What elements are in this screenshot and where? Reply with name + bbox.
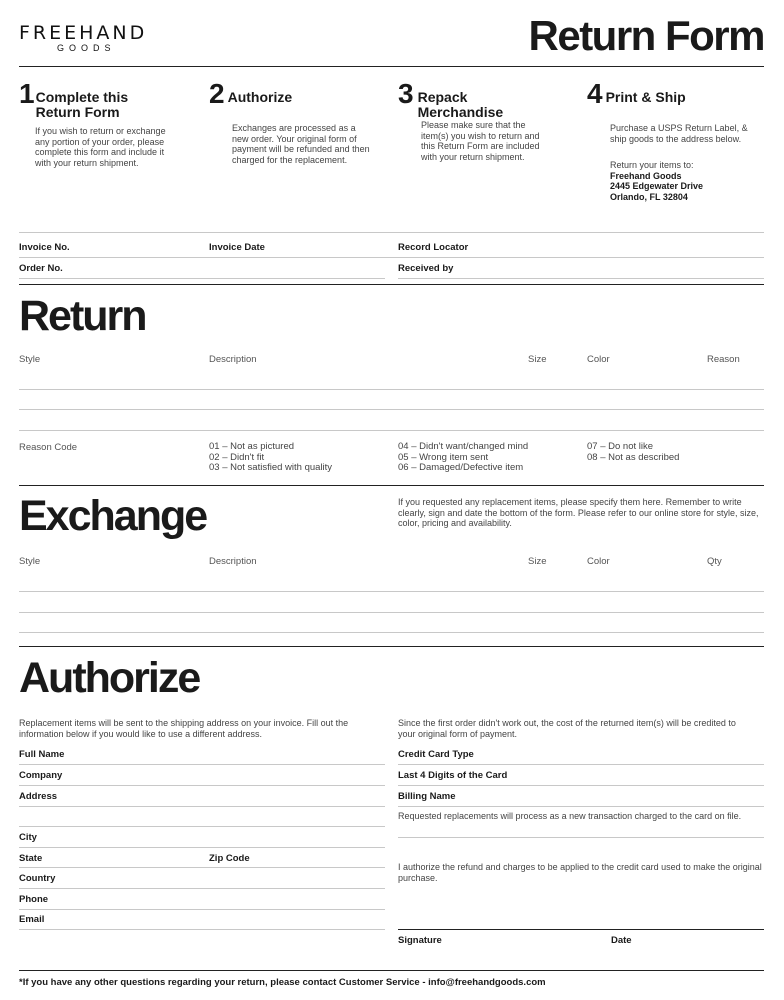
order-mid-line xyxy=(19,257,764,258)
field-line xyxy=(19,888,385,889)
field-line xyxy=(398,785,764,786)
reason-code: 01 – Not as pictured xyxy=(209,441,295,452)
country-field[interactable]: Country xyxy=(19,873,56,884)
field-line xyxy=(398,806,764,807)
brand-logo-name: FREEHAND xyxy=(19,22,148,44)
exchange-section-divider xyxy=(19,485,764,486)
exchange-col-description: Description xyxy=(209,556,257,567)
reason-code: 05 – Wrong item sent xyxy=(398,451,489,463)
step-number: 3 xyxy=(398,78,413,109)
return-col-reason: Reason xyxy=(707,354,740,365)
signature-label: Signature xyxy=(398,935,442,946)
brand-logo-sub: GOODS xyxy=(57,43,116,53)
order-bottom-line-left xyxy=(19,278,385,279)
step-title: Authorize xyxy=(227,89,293,105)
order-bottom-line-right xyxy=(398,278,764,279)
credit-card-type-field[interactable]: Credit Card Type xyxy=(398,749,474,760)
reason-codes-col-2 xyxy=(398,442,528,474)
return-address-city: Orlando, FL 32804 xyxy=(610,191,688,202)
city-field[interactable]: City xyxy=(19,832,37,843)
step-3 xyxy=(398,80,573,162)
step-title: Complete this Return Form xyxy=(35,89,129,120)
state-field[interactable]: State xyxy=(19,853,43,864)
field-line xyxy=(19,929,385,930)
date-label: Date xyxy=(611,935,632,946)
step-4 xyxy=(587,80,767,202)
invoice-no-field[interactable]: Invoice No. xyxy=(19,242,70,253)
reason-code-label: Reason Code xyxy=(19,442,78,453)
step-number: 1 xyxy=(19,78,34,109)
header-divider xyxy=(19,66,764,67)
invoice-date-field[interactable]: Invoice Date xyxy=(209,242,265,253)
step-2 xyxy=(209,80,384,165)
zip-code-field[interactable]: Zip Code xyxy=(209,853,250,864)
reason-codes-col-3 xyxy=(587,442,679,463)
exchange-section-title: Exchange xyxy=(19,492,207,540)
return-row-line[interactable] xyxy=(19,409,764,410)
email-field[interactable]: Email xyxy=(19,914,45,925)
field-line xyxy=(19,867,385,868)
reason-code: 02 – Didn't fit xyxy=(209,451,265,463)
field-line xyxy=(19,785,385,786)
authorization-statement: I authorize the refund and charges to be applied to the credit card used to make the original purchase. xyxy=(398,862,762,883)
exchange-col-style: Style xyxy=(19,556,41,567)
step-1 xyxy=(19,80,194,168)
return-col-style: Style xyxy=(19,354,41,365)
field-line xyxy=(19,806,385,807)
authorize-section-title: Authorize xyxy=(19,654,200,702)
field-line xyxy=(19,909,385,910)
reason-code: 06 – Damaged/Defective item xyxy=(398,462,524,473)
return-address-street: 2445 Edgewater Drive xyxy=(610,181,704,191)
step-text: Please make sure that the item(s) you wish to return and this Return Form are included with your return shipment. xyxy=(421,120,540,162)
footer-divider xyxy=(19,970,764,971)
step-text: If you wish to return or exchange any portion of your order, please complete this form and include it with your return shipment. xyxy=(35,126,166,168)
field-line xyxy=(398,837,764,838)
field-line xyxy=(19,826,385,827)
exchange-col-qty: Qty xyxy=(707,556,722,567)
return-col-description: Description xyxy=(209,354,257,365)
company-field[interactable]: Company xyxy=(19,770,63,781)
return-to-label: Return your items to: xyxy=(610,160,694,170)
return-col-color: Color xyxy=(587,354,610,365)
return-address-name: Freehand Goods xyxy=(610,170,682,181)
field-line xyxy=(19,764,385,765)
return-section-title: Return xyxy=(19,292,146,340)
authorize-left-note: Replacement items will be sent to the shipping address on your invoice. Fill out the information below if you would like to use a different address. xyxy=(19,718,349,739)
reason-codes-col-1 xyxy=(209,442,332,474)
return-section-divider xyxy=(19,284,764,285)
authorize-right-note: Since the first order didn't work out, the cost of the returned item(s) will be credited to your original form of payment. xyxy=(398,718,736,739)
page-title: Return Form xyxy=(528,12,764,59)
last4-field[interactable]: Last 4 Digits of the Card xyxy=(398,770,508,781)
exchange-col-color: Color xyxy=(587,556,610,567)
exchange-col-size: Size xyxy=(528,556,547,567)
footer xyxy=(19,977,546,988)
replacement-note: Requested replacements will process as a new transaction charged to the card on file. xyxy=(398,811,742,821)
order-no-field[interactable]: Order No. xyxy=(19,263,63,274)
exchange-row-line[interactable] xyxy=(19,612,764,613)
footer-text: *If you have any other questions regarding your return, please contact Customer Service - xyxy=(19,977,429,988)
full-name-field[interactable]: Full Name xyxy=(19,749,65,760)
phone-field[interactable]: Phone xyxy=(19,894,49,905)
step-title: Repack Merchandise xyxy=(417,89,504,120)
step-text: Purchase a USPS Return Label, & ship goods to the address below. xyxy=(610,123,748,144)
step-number: 4 xyxy=(587,78,602,109)
received-by-field[interactable]: Received by xyxy=(398,263,454,274)
exchange-row-line[interactable] xyxy=(19,632,764,633)
step-text: Exchanges are processed as a new order. Your original form of payment will be refunded and then charged for the replacement. xyxy=(232,123,370,165)
field-line xyxy=(19,847,385,848)
authorize-section-divider xyxy=(19,646,764,647)
step-title: Print & Ship xyxy=(605,89,686,105)
billing-name-field[interactable]: Billing Name xyxy=(398,791,456,802)
step-number: 2 xyxy=(209,78,224,109)
reason-code: 07 – Do not like xyxy=(587,441,654,452)
return-col-size: Size xyxy=(528,354,547,365)
signature-line[interactable] xyxy=(398,929,764,930)
exchange-row-line[interactable] xyxy=(19,591,764,592)
footer-email-link[interactable]: info@freehandgoods.com xyxy=(428,977,546,988)
address-field[interactable]: Address xyxy=(19,791,58,802)
record-locator-field[interactable]: Record Locator xyxy=(398,242,469,253)
reason-code: 04 – Didn't want/changed mind xyxy=(398,441,529,452)
return-row-line[interactable] xyxy=(19,430,764,431)
reason-code: 03 – Not satisfied with quality xyxy=(209,462,333,473)
return-row-line[interactable] xyxy=(19,389,764,390)
reason-code: 08 – Not as described xyxy=(587,451,680,463)
exchange-note: If you requested any replacement items, please specify them here. Remember to write clearly, sign and date the bottom of the form. Please refer to our online store for style, size, color, pricing and availability. xyxy=(398,497,759,528)
field-line xyxy=(398,764,764,765)
order-top-line xyxy=(19,232,764,233)
